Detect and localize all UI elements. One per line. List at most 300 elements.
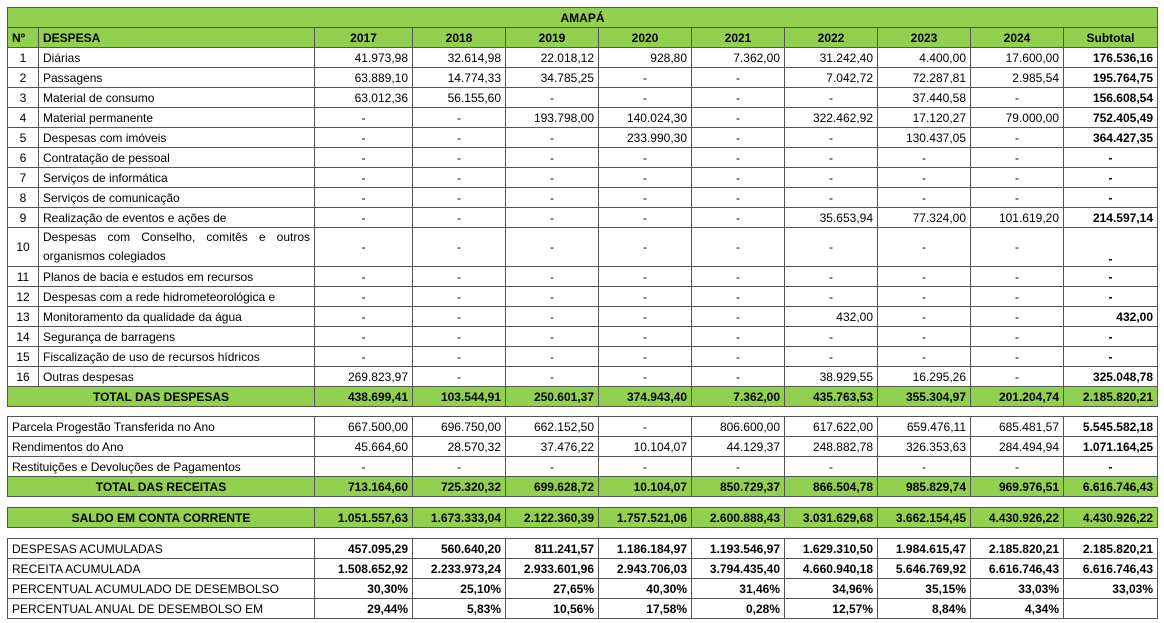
saldo-cell: 4.430.926,22 — [971, 508, 1064, 528]
value-cell: - — [971, 287, 1064, 307]
value-cell: 10.104,07 — [599, 437, 692, 457]
value-cell: 2.185.820,21 — [971, 539, 1064, 559]
value-cell: 560.640,20 — [413, 539, 506, 559]
row-label: Passagens — [39, 68, 315, 88]
value-cell: - — [599, 287, 692, 307]
value-cell: - — [878, 457, 971, 477]
value-cell: 1.193.546,97 — [692, 539, 785, 559]
value-cell: - — [599, 228, 692, 267]
value-cell: 685.481,57 — [971, 417, 1064, 437]
row-label: Diárias — [39, 48, 315, 68]
subtotal-cell: - — [1064, 347, 1158, 367]
value-cell: - — [692, 128, 785, 148]
subtotal-cell: 195.764,75 — [1064, 68, 1158, 88]
table-row — [8, 599, 1158, 619]
header-row — [8, 28, 1158, 48]
value-cell: 29,44% — [315, 599, 413, 619]
table-row — [8, 48, 1158, 68]
value-cell: - — [878, 327, 971, 347]
header-year: 2017 — [315, 28, 413, 48]
row-label: Outras despesas — [39, 367, 315, 387]
value-cell: 5.646.769,92 — [878, 559, 971, 579]
value-cell: - — [785, 168, 878, 188]
row-number: 8 — [8, 188, 39, 208]
value-cell: 34,96% — [785, 579, 878, 599]
value-cell: - — [785, 457, 878, 477]
value-cell: 1.186.184,97 — [599, 539, 692, 559]
saldo-cell: 2.600.888,43 — [692, 508, 785, 528]
header-year: 2022 — [785, 28, 878, 48]
subtotal-cell: - — [1064, 168, 1158, 188]
value-cell: 1.629.310,50 — [785, 539, 878, 559]
value-cell: - — [971, 267, 1064, 287]
value-cell: 4.400,00 — [878, 48, 971, 68]
table-row — [8, 208, 1158, 228]
value-cell: - — [315, 287, 413, 307]
value-cell: - — [315, 188, 413, 208]
value-cell: 12,57% — [785, 599, 878, 619]
value-cell: 38.929,55 — [785, 367, 878, 387]
value-cell: 2.933.601,96 — [506, 559, 599, 579]
total-cell: 699.628,72 — [506, 477, 599, 497]
value-cell: - — [971, 88, 1064, 108]
table-row — [8, 347, 1158, 367]
value-cell: - — [878, 188, 971, 208]
row-number: 5 — [8, 128, 39, 148]
value-cell: 77.324,00 — [878, 208, 971, 228]
value-cell: 2.233.973,24 — [413, 559, 506, 579]
total-cell: 438.699,41 — [315, 387, 413, 407]
value-cell: 31,46% — [692, 579, 785, 599]
value-cell: 44.129,37 — [692, 437, 785, 457]
subtotal-cell: 156.608,54 — [1064, 88, 1158, 108]
value-cell: 56.155,60 — [413, 88, 506, 108]
value-cell: 193.798,00 — [506, 108, 599, 128]
subtotal-cell: 176.536,16 — [1064, 48, 1158, 68]
subtotal-cell: - — [1064, 267, 1158, 287]
table-row — [8, 417, 1158, 437]
value-cell: 659.476,11 — [878, 417, 971, 437]
value-cell: 63.889,10 — [315, 68, 413, 88]
value-cell: - — [692, 267, 785, 287]
value-cell: - — [413, 188, 506, 208]
value-cell: - — [506, 347, 599, 367]
value-cell: - — [971, 327, 1064, 347]
subtotal-cell: - — [1064, 457, 1158, 477]
value-cell: 79.000,00 — [971, 108, 1064, 128]
value-cell: - — [785, 287, 878, 307]
value-cell: - — [878, 168, 971, 188]
row-number: 13 — [8, 307, 39, 327]
value-cell: 928,80 — [599, 48, 692, 68]
value-cell: - — [506, 168, 599, 188]
table-row — [8, 539, 1158, 559]
value-cell: 2.985,54 — [971, 68, 1064, 88]
value-cell: 17.600,00 — [971, 48, 1064, 68]
subtotal-cell: 214.597,14 — [1064, 208, 1158, 228]
value-cell: - — [413, 228, 506, 267]
row-label: Restituições e Devoluções de Pagamentos — [8, 457, 315, 477]
value-cell: - — [971, 228, 1064, 267]
value-cell: - — [971, 188, 1064, 208]
value-cell: - — [971, 168, 1064, 188]
value-cell: - — [413, 208, 506, 228]
value-cell: 432,00 — [785, 307, 878, 327]
value-cell: - — [785, 347, 878, 367]
value-cell: 17.120,27 — [878, 108, 971, 128]
subtotal-cell: - — [1064, 188, 1158, 208]
value-cell: - — [599, 307, 692, 327]
value-cell: 17,58% — [599, 599, 692, 619]
total-cell: 713.164,60 — [315, 477, 413, 497]
value-cell: 14.774,33 — [413, 68, 506, 88]
value-cell: 811.241,57 — [506, 539, 599, 559]
value-cell: - — [692, 307, 785, 327]
value-cell: - — [315, 327, 413, 347]
value-cell: - — [785, 128, 878, 148]
row-label: Serviços de comunicação — [39, 188, 315, 208]
total-subtotal: 2.185.820,21 — [1064, 387, 1158, 407]
saldo-cell: 1.757.521,06 — [599, 508, 692, 528]
value-cell: 284.494,94 — [971, 437, 1064, 457]
subtotal-cell: - — [1064, 148, 1158, 168]
value-cell: 37.440,58 — [878, 88, 971, 108]
total-cell: 201.204,74 — [971, 387, 1064, 407]
value-cell: - — [413, 367, 506, 387]
total-label: TOTAL DAS DESPESAS — [8, 387, 315, 407]
value-cell: - — [413, 108, 506, 128]
value-cell: - — [971, 148, 1064, 168]
value-cell: - — [506, 188, 599, 208]
total-cell: 850.729,37 — [692, 477, 785, 497]
value-cell: 326.353,63 — [878, 437, 971, 457]
value-cell: - — [413, 148, 506, 168]
value-cell: - — [599, 148, 692, 168]
subtotal-cell: - — [1064, 327, 1158, 347]
value-cell: 1.984.615,47 — [878, 539, 971, 559]
value-cell: 5,83% — [413, 599, 506, 619]
value-cell: - — [506, 287, 599, 307]
value-cell: - — [413, 168, 506, 188]
row-number: 10 — [8, 228, 39, 267]
value-cell: 63.012,36 — [315, 88, 413, 108]
table-row — [8, 88, 1158, 108]
row-number: 15 — [8, 347, 39, 367]
table-row — [8, 559, 1158, 579]
value-cell: - — [413, 307, 506, 327]
total-cell: 985.829,74 — [878, 477, 971, 497]
value-cell: - — [785, 228, 878, 267]
value-cell: 696.750,00 — [413, 417, 506, 437]
value-cell: - — [506, 267, 599, 287]
value-cell: - — [599, 68, 692, 88]
total-label: TOTAL DAS RECEITAS — [8, 477, 315, 497]
total-cell: 435.763,53 — [785, 387, 878, 407]
row-label: DESPESAS ACUMULADAS — [8, 539, 315, 559]
value-cell: 662.152,50 — [506, 417, 599, 437]
value-cell: - — [315, 128, 413, 148]
value-cell: - — [785, 267, 878, 287]
value-cell: - — [315, 457, 413, 477]
value-cell: - — [692, 108, 785, 128]
value-cell: - — [413, 287, 506, 307]
row-label: Planos de bacia e estudos em recursos — [39, 267, 315, 287]
value-cell: - — [413, 457, 506, 477]
value-cell: - — [315, 108, 413, 128]
subtotal-cell: 6.616.746,43 — [1064, 559, 1158, 579]
value-cell: - — [692, 457, 785, 477]
value-cell: - — [692, 68, 785, 88]
value-cell: 72.287,81 — [878, 68, 971, 88]
value-cell: - — [506, 208, 599, 228]
row-label: PERCENTUAL ANUAL DE DESEMBOLSO EM — [8, 599, 315, 619]
table-row — [8, 228, 1158, 267]
total-cell: 250.601,37 — [506, 387, 599, 407]
total-subtotal: 6.616.746,43 — [1064, 477, 1158, 497]
subtotal-cell: 325.048,78 — [1064, 367, 1158, 387]
value-cell: - — [315, 307, 413, 327]
row-number: 11 — [8, 267, 39, 287]
row-label: Parcela Progestão Transferida no Ano — [8, 417, 315, 437]
value-cell: 806.600,00 — [692, 417, 785, 437]
saldo-cell: 1.673.333,04 — [413, 508, 506, 528]
row-number: 16 — [8, 367, 39, 387]
value-cell: 457.095,29 — [315, 539, 413, 559]
value-cell: - — [785, 148, 878, 168]
value-cell: - — [971, 128, 1064, 148]
value-cell: - — [315, 148, 413, 168]
value-cell: 40,30% — [599, 579, 692, 599]
row-label: Fiscalização de uso de recursos hídricos — [39, 347, 315, 367]
value-cell: - — [599, 188, 692, 208]
subtotal-cell: - — [1064, 287, 1158, 307]
header-year: 2023 — [878, 28, 971, 48]
row-number: 6 — [8, 148, 39, 168]
header-year: 2020 — [599, 28, 692, 48]
value-cell: - — [413, 128, 506, 148]
table-row — [8, 437, 1158, 457]
value-cell: - — [599, 267, 692, 287]
value-cell: - — [599, 327, 692, 347]
subtotal-cell: 364.427,35 — [1064, 128, 1158, 148]
row-label: Monitoramento da qualidade da água — [39, 307, 315, 327]
value-cell: - — [971, 307, 1064, 327]
value-cell: - — [506, 307, 599, 327]
table-row — [8, 457, 1158, 477]
value-cell: - — [315, 168, 413, 188]
value-cell: 30,30% — [315, 579, 413, 599]
saldo-row — [8, 508, 1158, 528]
table-row — [8, 267, 1158, 287]
subtotal-cell — [1064, 599, 1158, 619]
subtotal-cell: - — [1064, 228, 1158, 267]
subtotal-cell: 432,00 — [1064, 307, 1158, 327]
value-cell: - — [506, 128, 599, 148]
total-cell: 355.304,97 — [878, 387, 971, 407]
value-cell: 3.794.435,40 — [692, 559, 785, 579]
table-row — [8, 188, 1158, 208]
balance-table — [7, 507, 1158, 528]
value-cell: - — [506, 327, 599, 347]
value-cell: 33,03% — [971, 579, 1064, 599]
value-cell: - — [971, 367, 1064, 387]
row-label: Material permanente — [39, 108, 315, 128]
value-cell: 28.570,32 — [413, 437, 506, 457]
value-cell: - — [692, 327, 785, 347]
value-cell: - — [413, 327, 506, 347]
header-year: 2018 — [413, 28, 506, 48]
saldo-cell: 2.122.360,39 — [506, 508, 599, 528]
value-cell: 7.042,72 — [785, 68, 878, 88]
total-cell: 866.504,78 — [785, 477, 878, 497]
value-cell: 16.295,26 — [878, 367, 971, 387]
value-cell: 41.973,98 — [315, 48, 413, 68]
header-no: Nº — [8, 28, 39, 48]
row-number: 2 — [8, 68, 39, 88]
value-cell: - — [506, 228, 599, 267]
value-cell: 322.462,92 — [785, 108, 878, 128]
value-cell: - — [692, 347, 785, 367]
value-cell: - — [599, 367, 692, 387]
header-year: 2019 — [506, 28, 599, 48]
row-number: 4 — [8, 108, 39, 128]
total-cell: 10.104,07 — [599, 477, 692, 497]
value-cell: - — [878, 287, 971, 307]
value-cell: 269.823,97 — [315, 367, 413, 387]
value-cell: 617.622,00 — [785, 417, 878, 437]
total-cell: 103.544,91 — [413, 387, 506, 407]
value-cell: 22.018,12 — [506, 48, 599, 68]
total-despesas-row — [8, 387, 1158, 407]
value-cell: 233.990,30 — [599, 128, 692, 148]
value-cell: - — [785, 327, 878, 347]
value-cell: - — [599, 88, 692, 108]
value-cell: - — [692, 88, 785, 108]
value-cell: 35.653,94 — [785, 208, 878, 228]
row-label: Realização de eventos e ações de — [39, 208, 315, 228]
revenues-table — [7, 416, 1158, 497]
value-cell: 10,56% — [506, 599, 599, 619]
subtotal-cell: 752.405,49 — [1064, 108, 1158, 128]
value-cell: 1.508.652,92 — [315, 559, 413, 579]
header-despesa: DESPESA — [39, 28, 315, 48]
value-cell: 4,34% — [971, 599, 1064, 619]
row-number: 14 — [8, 327, 39, 347]
row-label: RECEITA ACUMULADA — [8, 559, 315, 579]
value-cell: - — [599, 417, 692, 437]
value-cell: 35,15% — [878, 579, 971, 599]
value-cell: 667.500,00 — [315, 417, 413, 437]
value-cell: 37.476,22 — [506, 437, 599, 457]
table-row — [8, 367, 1158, 387]
title-row — [8, 8, 1158, 28]
saldo-subtotal: 4.430.926,22 — [1064, 508, 1158, 528]
value-cell: - — [599, 347, 692, 367]
subtotal-cell: 5.545.582,18 — [1064, 417, 1158, 437]
value-cell: 45.664,60 — [315, 437, 413, 457]
total-receitas-row — [8, 477, 1158, 497]
table-row — [8, 287, 1158, 307]
value-cell: - — [413, 347, 506, 367]
value-cell: - — [692, 208, 785, 228]
value-cell: 27,65% — [506, 579, 599, 599]
expenses-table — [7, 7, 1158, 407]
saldo-cell: 3.662.154,45 — [878, 508, 971, 528]
row-label: Despesas com Conselho, comitês e outros organismos colegiados — [39, 228, 315, 267]
row-number: 3 — [8, 88, 39, 108]
value-cell: - — [692, 188, 785, 208]
value-cell: - — [599, 168, 692, 188]
value-cell: - — [692, 287, 785, 307]
cumulative-table — [7, 538, 1158, 619]
value-cell: 6.616.746,43 — [971, 559, 1064, 579]
value-cell: 130.437,05 — [878, 128, 971, 148]
value-cell: - — [692, 148, 785, 168]
value-cell: 140.024,30 — [599, 108, 692, 128]
value-cell: - — [599, 208, 692, 228]
value-cell: - — [971, 347, 1064, 367]
value-cell: - — [785, 188, 878, 208]
row-label: Despesas com a rede hidrometeorológica e — [39, 287, 315, 307]
row-label: Rendimentos do Ano — [8, 437, 315, 457]
value-cell: - — [692, 168, 785, 188]
value-cell: - — [878, 228, 971, 267]
row-label: Segurança de barragens — [39, 327, 315, 347]
row-number: 9 — [8, 208, 39, 228]
value-cell: 25,10% — [413, 579, 506, 599]
row-label: Material de consumo — [39, 88, 315, 108]
row-label: Serviços de informática — [39, 168, 315, 188]
value-cell: - — [506, 367, 599, 387]
value-cell: 7.362,00 — [692, 48, 785, 68]
table-row — [8, 168, 1158, 188]
value-cell: 34.785,25 — [506, 68, 599, 88]
table-row — [8, 327, 1158, 347]
value-cell: - — [315, 267, 413, 287]
value-cell: - — [315, 347, 413, 367]
value-cell: - — [506, 88, 599, 108]
saldo-cell: 1.051.557,63 — [315, 508, 413, 528]
total-cell: 969.976,51 — [971, 477, 1064, 497]
table-row — [8, 128, 1158, 148]
value-cell: 0,28% — [692, 599, 785, 619]
row-number: 7 — [8, 168, 39, 188]
row-label: Despesas com imóveis — [39, 128, 315, 148]
table-row — [8, 108, 1158, 128]
header-subtotal: Subtotal — [1064, 28, 1158, 48]
header-year: 2024 — [971, 28, 1064, 48]
total-cell: 374.943,40 — [599, 387, 692, 407]
value-cell: - — [599, 457, 692, 477]
value-cell: - — [413, 267, 506, 287]
value-cell: - — [506, 148, 599, 168]
row-label: PERCENTUAL ACUMULADO DE DESEMBOLSO — [8, 579, 315, 599]
row-label: Contratação de pessoal — [39, 148, 315, 168]
value-cell: 2.943.706,03 — [599, 559, 692, 579]
value-cell: - — [878, 267, 971, 287]
total-cell: 725.320,32 — [413, 477, 506, 497]
row-number: 12 — [8, 287, 39, 307]
value-cell: 101.619,20 — [971, 208, 1064, 228]
row-number: 1 — [8, 48, 39, 68]
subtotal-cell: 1.071.164,25 — [1064, 437, 1158, 457]
value-cell: 31.242,40 — [785, 48, 878, 68]
table-row — [8, 68, 1158, 88]
value-cell: - — [315, 228, 413, 267]
value-cell: - — [692, 228, 785, 267]
subtotal-cell: 2.185.820,21 — [1064, 539, 1158, 559]
value-cell: - — [878, 148, 971, 168]
